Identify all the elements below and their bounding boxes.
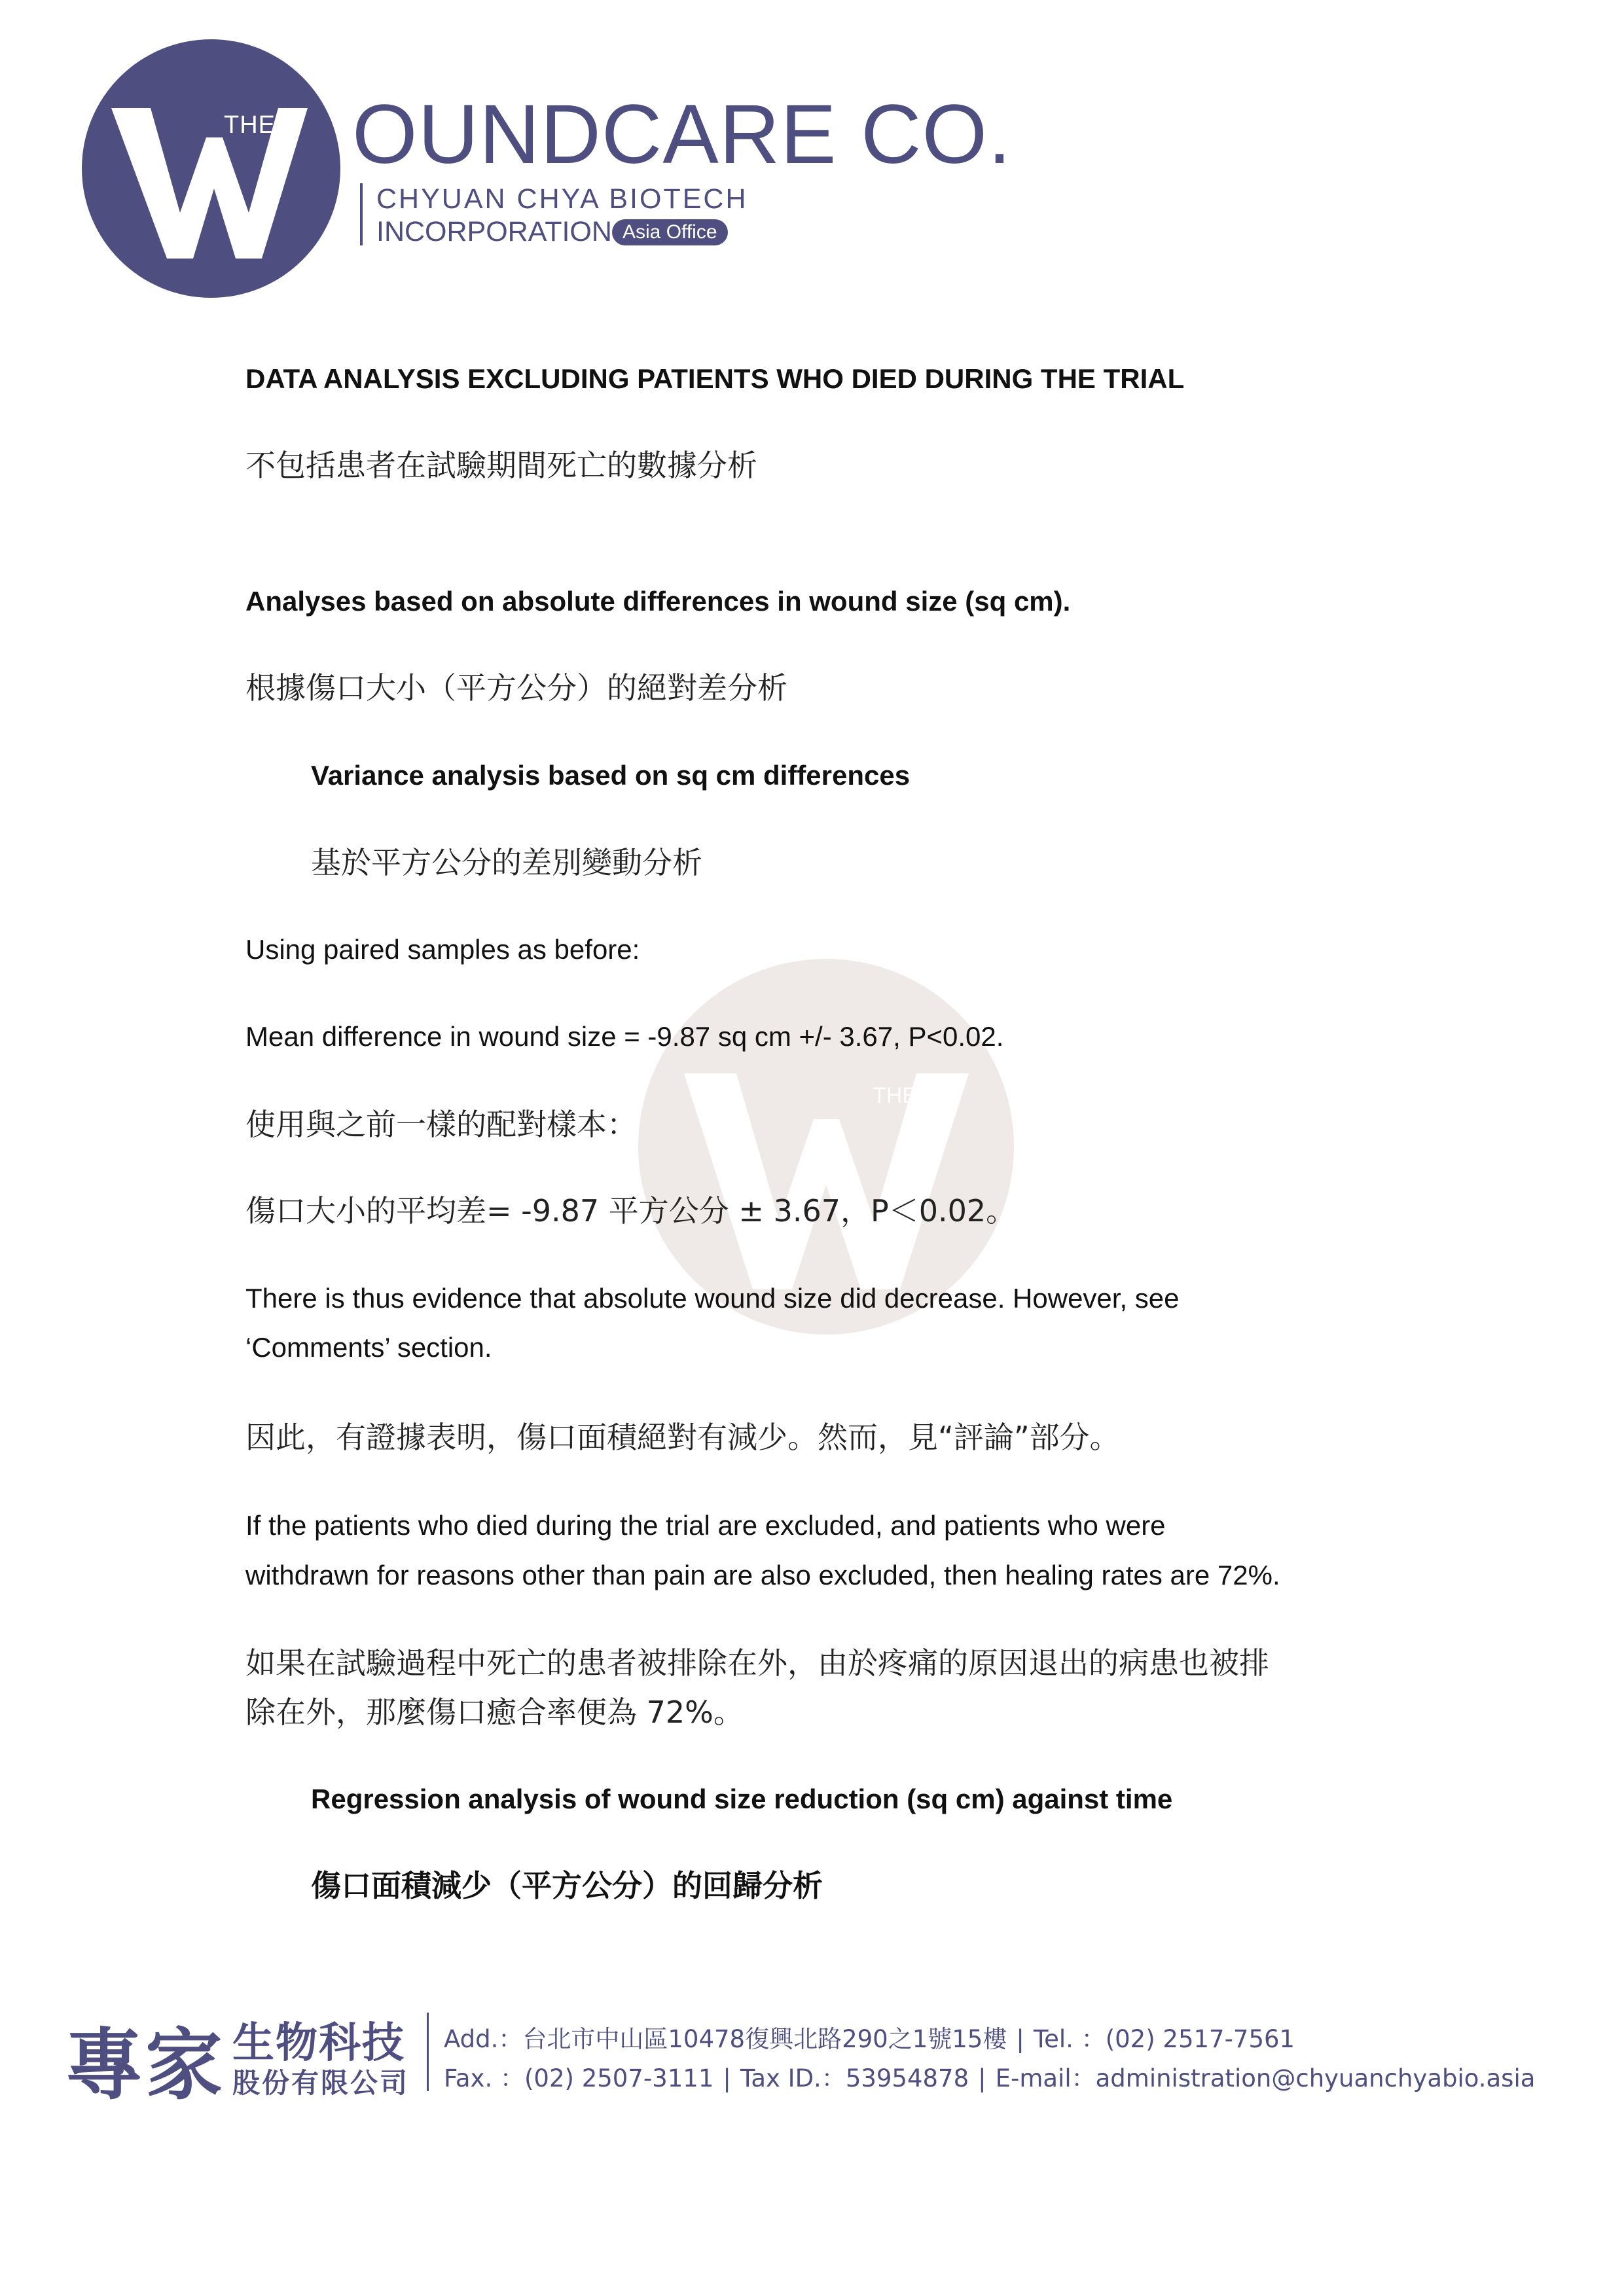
footer-address: Add.：台北市中山區10478復興北路290之1號15樓 <box>444 2025 1007 2053</box>
logo-company-name: OUNDCARE CO. <box>352 88 1012 181</box>
paragraph-healing-zh-line-2: 除在外，那麼傷口癒合率便為 72%。 <box>245 1695 744 1730</box>
watermark-text: THE <box>873 1083 917 1108</box>
footer-tax-id: Tax ID.：53954878 <box>740 2064 969 2092</box>
paragraph-paired-samples-zh: 使用與之前一樣的配對樣本： <box>245 1107 637 1142</box>
subsection-2-en: Regression analysis of wound size reduction (sq cm) against time <box>311 1784 1173 1814</box>
paragraph-paired-samples: Using paired samples as before: <box>245 934 640 965</box>
footer-fax: Fax. ：(02) 2507-3111 <box>444 2064 714 2092</box>
section-title-en: Analyses based on absolute differences in wound size (sq cm). <box>245 586 1071 617</box>
footer-company-name-large: 專家 <box>65 2020 226 2110</box>
footer-divider <box>427 2013 429 2091</box>
footer-tel: Tel. ：(02) 2517-7561 <box>1033 2025 1295 2053</box>
footer-separator: | <box>978 2064 986 2092</box>
paragraph-evidence-line-2: ‘Comments’ section. <box>245 1332 492 1363</box>
paragraph-mean-difference-zh: 傷口大小的平均差= -9.87 平方公分 ± 3.67，P＜0.02。 <box>245 1193 1017 1229</box>
paragraph-healing-zh-line-1: 如果在試驗過程中死亡的患者被排除在外，由於疼痛的原因退出的病患也被排 <box>245 1645 1269 1681</box>
logo-subtitle-1: CHYUAN CHYA BIOTECH <box>376 183 748 215</box>
logo-w-mark <box>82 39 340 298</box>
footer-company-name-top: 生物科技 <box>232 2019 405 2068</box>
logo-subtitle-2: INCORPORATION <box>376 216 612 247</box>
paragraph-mean-difference: Mean difference in wound size = -9.87 sq cm +/- 3.67, P<0.02. <box>245 1021 1004 1052</box>
subsection-1-en: Variance analysis based on sq cm differences <box>311 760 911 791</box>
paragraph-evidence-zh: 因此，有證據表明，傷口面積絕對有減少。然而，見“評論”部分。 <box>245 1420 1120 1455</box>
paragraph-evidence-line-1: There is thus evidence that absolute wound size did decrease. However, see <box>245 1283 1180 1314</box>
subsection-2-zh: 傷口面積減少（平方公分）的回歸分析 <box>311 1868 823 1903</box>
footer-line-1 <box>444 2019 1295 2054</box>
subsection-1-zh: 基於平方公分的差別變動分析 <box>311 845 702 880</box>
logo-badge: Asia Office <box>612 219 728 245</box>
footer-company-name-bottom: 股份有限公司 <box>232 2067 410 2099</box>
paragraph-healing-line-2: withdrawn for reasons other than pain are also excluded, then healing rates are 72%. <box>245 1560 1280 1590</box>
logo-circle <box>82 39 340 298</box>
logo-divider <box>360 183 363 245</box>
footer-line-2 <box>444 2058 1535 2094</box>
footer-separator: | <box>723 2064 731 2092</box>
heading-zh: 不包括患者在試驗期間死亡的數據分析 <box>245 448 757 483</box>
paragraph-healing-line-1: If the patients who died during the trial are excluded, and patients who were <box>245 1510 1166 1541</box>
logo-the-text: THE <box>224 111 276 139</box>
footer-email[interactable]: E-mail：administration@chyuanchyabio.asia <box>995 2064 1536 2092</box>
footer-separator: | <box>1016 2025 1024 2053</box>
heading-en: DATA ANALYSIS EXCLUDING PATIENTS WHO DIED DURING THE TRIAL <box>245 363 1185 394</box>
section-title-zh: 根據傷口大小（平方公分）的絕對差分析 <box>245 670 787 706</box>
